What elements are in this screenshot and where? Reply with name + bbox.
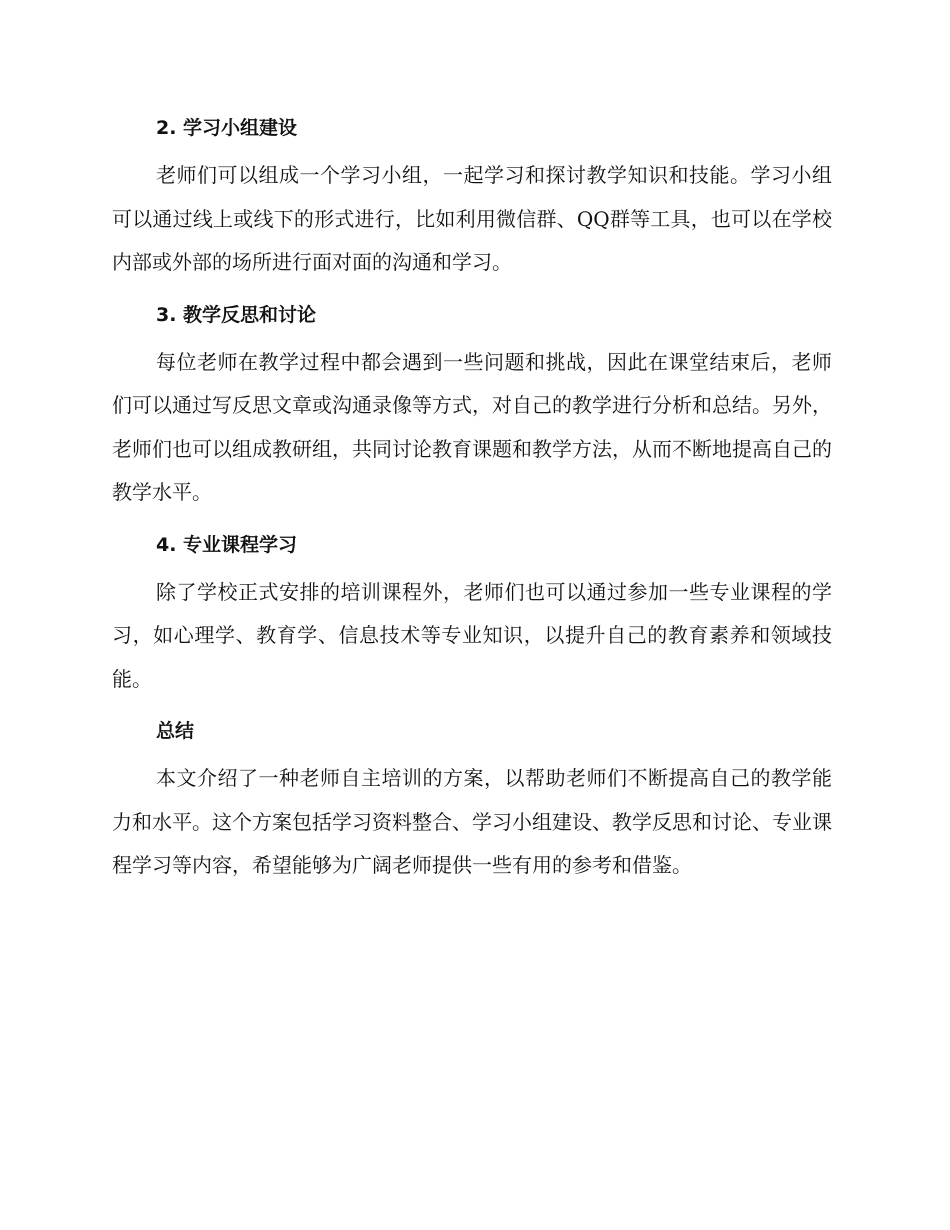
section-heading-reflection: 3. 教学反思和讨论 (156, 303, 317, 326)
section-body-reflection: 每位老师在教学过程中都会遇到一些问题和挑战，因此在课堂结束后，老师们可以通过写反思文章或沟通录像等方式，对自己的教学进行分析和总结。另外，老师们也可以组成教研组，共同讨论教育课题和教学方法，从而不断地提高自己的教学水平。 (112, 349, 832, 504)
section-heading-courses: 4. 专业课程学习 (156, 533, 298, 556)
section-body-study-group: 老师们可以组成一个学习小组，一起学习和探讨教学知识和技能。学习小组可以通过线上或线下的形式进行，比如利用微信群、QQ群等工具，也可以在学校内部或外部的场所进行面对面的沟通和学习。 (112, 163, 832, 274)
document-body (112, 108, 832, 898)
section-body-courses: 除了学校正式安排的培训课程外，老师们也可以通过参加一些专业课程的学习，如心理学、教育学、信息技术等专业知识，以提升自己的教育素养和领域技能。 (112, 579, 832, 691)
section-heading-summary: 总结 (156, 720, 195, 742)
section-heading-study-group: 2. 学习小组建设 (156, 117, 298, 139)
section-body-summary: 本文介绍了一种老师自主培训的方案，以帮助老师们不断提高自己的教学能力和水平。这个方案包括学习资料整合、学习小组建设、教学反思和讨论、专业课程学习等内容，希望能够为广阔老师提供一些有用的参考和借鉴。 (112, 766, 832, 877)
